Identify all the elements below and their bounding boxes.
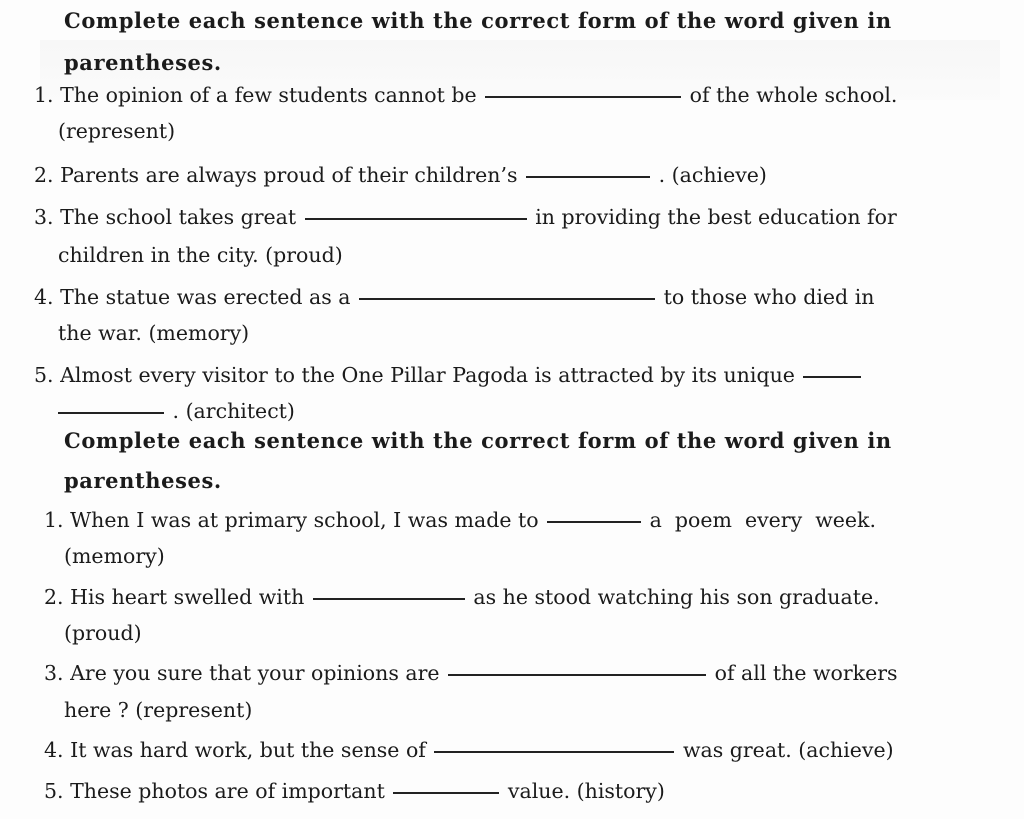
item-text-after: . (achieve) (658, 163, 767, 187)
item-number: 3. (34, 205, 54, 229)
item-text-after: value. (history) (507, 779, 665, 803)
item-number: 1. (44, 508, 64, 532)
item-text-before: Parents are always proud of their children’s (60, 163, 518, 187)
section1-heading-line2: parentheses. (64, 50, 222, 75)
item-text-before: When I was at primary school, I was made to (70, 508, 539, 532)
section1-item-5 (34, 362, 863, 388)
item-text-before: His heart swelled with (70, 585, 305, 609)
section1-heading-line1: Complete each sentence with the correct form of the word given in (64, 8, 892, 33)
answer-blank[interactable] (393, 792, 499, 794)
item-number: 4. (34, 285, 54, 309)
section1-item-4-cont: the war. (memory) (58, 321, 250, 345)
item-number: 2. (34, 163, 54, 187)
item-number: 5. (34, 363, 54, 387)
item-text-after: in providing the best education for (535, 205, 897, 229)
section2-item-5 (44, 778, 665, 804)
section2-item-3-cont: here ? (represent) (64, 698, 253, 722)
item-text-after: . (architect) (172, 399, 295, 423)
section1-item-3 (34, 204, 897, 230)
section2-item-1-cont: (memory) (64, 544, 165, 568)
item-text-before: It was hard work, but the sense of (70, 738, 426, 762)
item-text-before: Are you sure that your opinions are (70, 661, 440, 685)
item-number: 4. (44, 738, 64, 762)
answer-blank[interactable] (526, 176, 650, 178)
section1-item-1-cont: (represent) (58, 119, 176, 143)
section2-item-3 (44, 660, 898, 686)
item-text-after: of all the workers (714, 661, 898, 685)
section1-item-1 (34, 82, 897, 108)
answer-blank[interactable] (547, 521, 641, 523)
section1-item-5-cont (58, 398, 295, 424)
item-text-after: was great. (achieve) (682, 738, 894, 762)
section1-item-2 (34, 162, 767, 188)
item-number: 2. (44, 585, 64, 609)
item-text-after: a poem every week. (649, 508, 876, 532)
section2-heading-line2: parentheses. (64, 468, 222, 493)
answer-blank[interactable] (448, 674, 706, 676)
answer-blank[interactable] (359, 298, 655, 300)
answer-blank-part2[interactable] (58, 412, 164, 414)
item-number: 1. (34, 83, 54, 107)
item-text-after: as he stood watching his son graduate. (473, 585, 880, 609)
item-text-after: of the whole school. (689, 83, 898, 107)
answer-blank-part1[interactable] (803, 376, 861, 378)
section2-item-4 (44, 737, 894, 763)
section2-item-1 (44, 507, 876, 533)
section2-heading-line1: Complete each sentence with the correct form of the word given in (64, 428, 892, 453)
answer-blank[interactable] (305, 218, 527, 220)
answer-blank[interactable] (313, 598, 465, 600)
item-text-before: These photos are of important (70, 779, 385, 803)
section2-item-2 (44, 584, 880, 610)
item-text-before: The statue was erected as a (60, 285, 351, 309)
section2-item-2-cont: (proud) (64, 621, 142, 645)
item-text-before: The school takes great (60, 205, 297, 229)
item-text-before: The opinion of a few students cannot be (60, 83, 477, 107)
answer-blank[interactable] (434, 751, 674, 753)
item-number: 5. (44, 779, 64, 803)
section1-item-4 (34, 284, 874, 310)
item-text-after: to those who died in (663, 285, 875, 309)
item-text-before: Almost every visitor to the One Pillar Pagoda is attracted by its unique (60, 363, 795, 387)
answer-blank[interactable] (485, 96, 681, 98)
item-number: 3. (44, 661, 64, 685)
section1-item-3-cont: children in the city. (proud) (58, 243, 343, 267)
